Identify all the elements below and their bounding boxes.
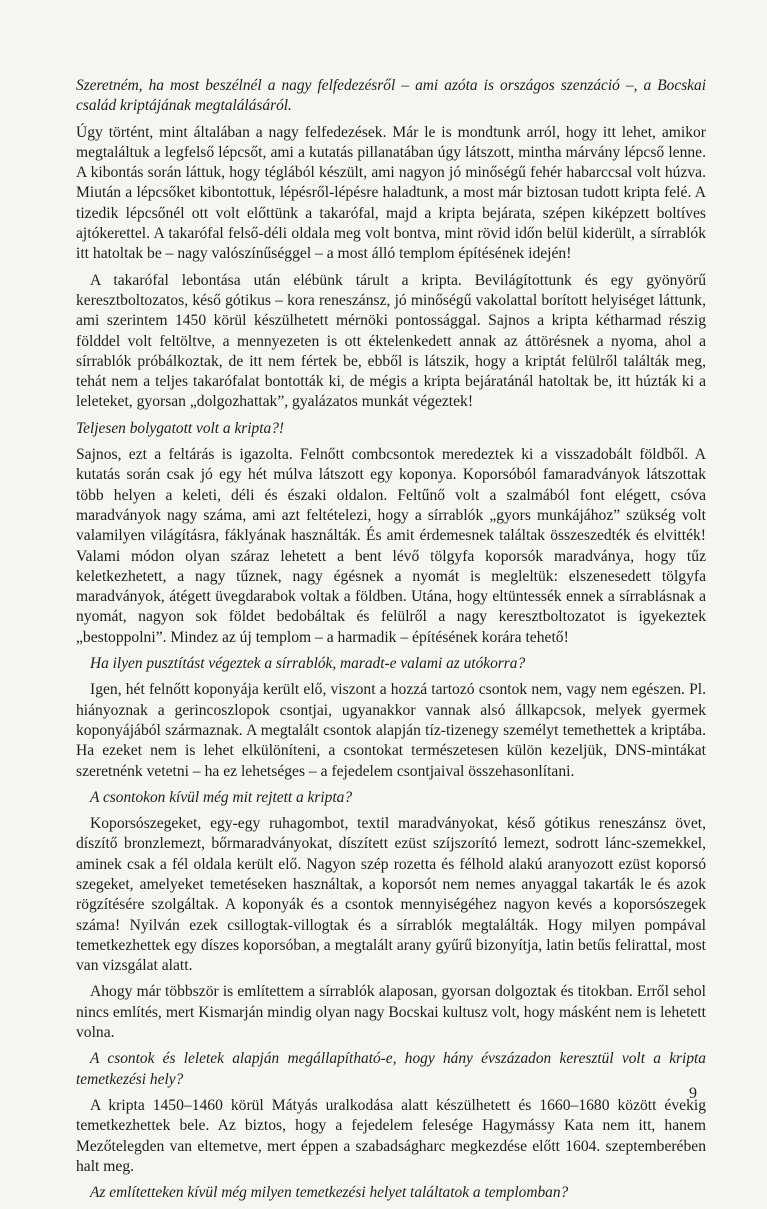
interview-answer: Sajnos, ezt a feltárás is igazolta. Felnőtt combcsontok meredeztek ki a visszadobált földből. A kutatás során csak jó egy hét múlva látszott egy koponya. Koporsóból famaradványok látszottak több helyen a keleti, déli és északi oldalon. Feltűnő volt a szalmából font elégett, csóva maradványok nagy száma, ami azt feltételezi, hogy a sírrablók „gyors munkájához” szükség volt valamilyen világításra, fáklyának használták. És amit érdemesnek találtak összeszedték és elvitték! Valami módon olyan száraz lehetett a bent lévő tölgyfa koporsók maradványa, hogy tűz keletkezhetett, a nagy tűznek, nagy égésnek a nyomát is megleltük: elszenesedett tölgyfa maradványok, átégett üvegdarabok voltak a földben. Utána, hogy eltüntessék ennek a sírrablásnak a nyomát, nagyon sok földet bedobáltak és felülről a nagy keresztboltozatot is igyekeztek „bestoppolni”. Mindez az új templom – a harmadik – építésének korára tehető!: [76, 446, 706, 646]
interview-answer: Úgy történt, mint általában a nagy felfedezések. Már le is mondtunk arról, hogy itt lehet, amikor megtaláltuk a legfelső lépcsőt, ami a kutatás pillanatában úgy látszott, mintha márvány lépcső lenne. A kibontás során láttuk, hogy téglából készült, ami nagyon jó minőségű fehér habarccsal volt húzva. Miután a lépcsőket kibontottuk, lépésről-lépésre haladtunk, a most már biztosan tudott kripta felé. A tizedik lépcsőnél ott volt előttünk a takarófal, majd a kripta bejárata, szépen kiképzett boltíves ajtókerettel. A takarófal felső-déli oldala meg volt bontva, mint rövid időn belül kiderült, a sírrablók itt hatoltak be – nagy valószínűséggel – a most álló templom építésének idején!: [76, 123, 706, 263]
interview-answer: Igen, hét felnőtt koponyája került elő, viszont a hozzá tartozó csontok nem, vagy nem egészen. Pl. hiányoznak a gerincoszlopok csontjai, ugyanakkor vannak alsó állkapcsok, melyek gyermek koponyájából származnak. A megtalált csontok alapján tíz-tizenegy személyt temethettek a kriptába. Ha ezeket nem is lehet elkülöníteni, a csontokat természetesen külön kezeljük, DNS-mintákat szeretnénk vetetni – ha ez lehetséges – a fejedelem csontjaival összehasonlítani.: [76, 681, 706, 780]
interview-question: A csontokon kívül még mit rejtett a kripta?: [90, 788, 353, 806]
page-body: [76, 76, 706, 1209]
interview-question: Ha ilyen pusztítást végeztek a sírrablók, maradt-e valami az utókorra?: [90, 655, 526, 673]
page-number: 9: [689, 1085, 697, 1102]
interview-question: A csontok és leletek alapján megállapítható-e, hogy hány évszázadon keresztül volt a kripta temetkezési hely?: [76, 1050, 706, 1088]
interview-question: Teljesen bolygatott volt a kripta?!: [76, 419, 285, 437]
interview-answer: Ahogy már többször is említettem a sírrablók alaposan, gyorsan dolgoztak és titokban. Erről sehol nincs említés, mert Kismarján mindig olyan nagy Bocskai kultusz volt, hogy másként nem is lehetett volna.: [76, 983, 706, 1042]
interview-answer: Koporsószegeket, egy-egy ruhagombot, textil maradványokat, késő gótikus reneszánsz övet, díszítő bronzlemezt, bőrmaradványokat, díszített ezüst szíjszorító lemezt, sodrott lánc-szemekkel, aminek csak a fél oldala került elő. Nagyon szép rozetta és félhold alakú aranyozott ezüst koporsó szegeket, amelyeket temetéseken használtak, a koporsót nem nemes anyaggal takarták le és azok rögzítésére szolgáltak. A koponyák és a csontok mennyiségéhez nagyon kevés a koporsószegek száma! Nyilván ezek csillogtak-villogtak és a sírrablók megtalálták. Hogy milyen pompával temetkezhettek egy díszes koporsóban, a megtalált arany gyűrű bizonyítja, latin betűs felirattal, most van vizsgálat alatt.: [76, 815, 706, 975]
interview-answer: A takarófal lebontása után elébünk tárult a kripta. Bevilágítottunk és egy gyönyörű keresztboltozatos, késő gótikus – kora reneszánsz, jó minőségű vakolattal borított helyiséget láttunk, ami szerintem 1450 körül készülhetett mérnöki pontossággal. Sajnos a kripta kétharmad részig földdel volt feltöltve, a mennyezeten is ott éktelenkedett annak az áttörésnek a nyoma, ahol a sírrablók próbálkoztak, de itt nem fértek be, ebből is látszik, hogy a kriptát felülről találták meg, tehát nem a teljes takarófalat bontották ki, de mégis a kripta bejáratánál hatoltak be, itt húzták ki a leleteket, gyorsan „dolgozhattak”, gyalázatos munkát végeztek!: [76, 271, 706, 411]
interview-question: Az említetteken kívül még milyen temetkezési helyet találtatok a templomban?: [90, 1184, 569, 1202]
interview-answer: A kripta 1450–1460 körül Mátyás uralkodása alatt készülhetett és 1660–1680 között évekig temetkezhettek bele. Az biztos, hogy a fejedelem felesége Hagymássy Kata nem itt, hanem Mezőtelegden van eltemetve, mert éppen a szabadságharc megkezdése előtt 1604. szeptemberében halt meg.: [76, 1096, 706, 1175]
interview-question: Szeretném, ha most beszélnél a nagy felfedezésről – ami azóta is országos szenzáció –, a Bocskai család kriptájának megtalálásáról.: [76, 77, 706, 115]
